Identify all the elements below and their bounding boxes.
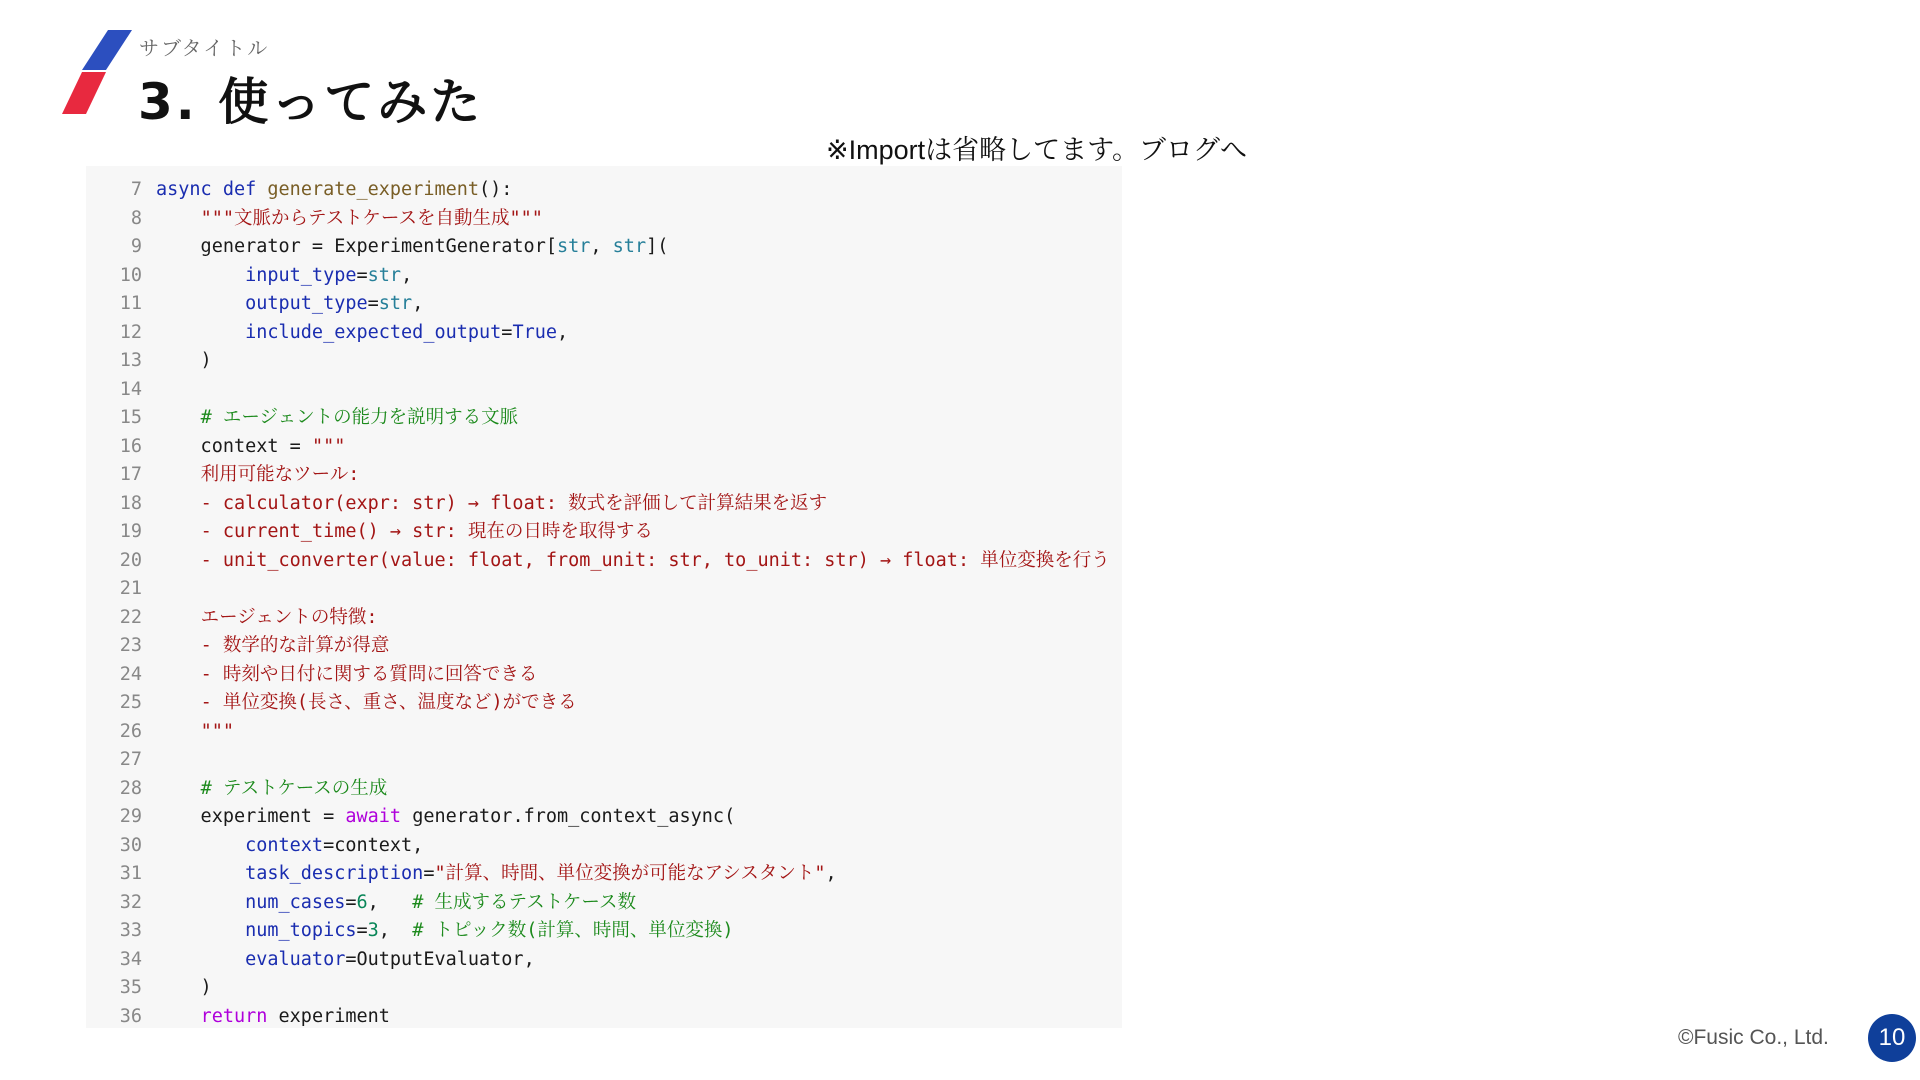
code-token — [156, 863, 245, 884]
code-token: context — [245, 834, 324, 856]
code-text — [156, 493, 827, 514]
code-token: , — [378, 920, 413, 941]
code-token — [156, 407, 201, 428]
line-number: 11 — [119, 293, 142, 314]
code-text — [156, 892, 636, 913]
line-number: 10 — [119, 264, 142, 286]
copyright: ©Fusic Co., Ltd. — [1678, 1026, 1829, 1049]
code-token — [156, 493, 201, 514]
line-number: 29 — [119, 806, 142, 827]
code-line — [86, 205, 543, 233]
line-number: 32 — [119, 891, 142, 913]
code-token: =OutputEvaluator, — [345, 948, 535, 970]
code-token: return — [200, 1005, 268, 1027]
line-number: 33 — [119, 920, 142, 941]
code-text — [156, 179, 512, 200]
code-text — [156, 806, 735, 827]
code-token: (): — [479, 179, 513, 200]
code-line — [86, 490, 827, 518]
page-number-badge: 10 — [1868, 1014, 1916, 1062]
code-line — [86, 689, 577, 717]
line-number: 7 — [130, 179, 142, 200]
line-number: 13 — [119, 350, 142, 371]
code-line — [86, 433, 345, 461]
code-line — [86, 262, 412, 290]
code-token — [156, 778, 201, 799]
code-token — [156, 664, 201, 685]
code-token: generate_experiment — [267, 179, 480, 200]
code-line — [86, 889, 636, 917]
line-number: 17 — [119, 464, 142, 485]
code-token: str — [612, 236, 647, 257]
line-number: 23 — [119, 635, 142, 656]
code-text — [156, 350, 212, 371]
code-token: # 生成するテストケース数 — [412, 891, 636, 913]
code-token: str — [378, 293, 413, 314]
code-token: = — [501, 321, 513, 343]
line-number: 36 — [119, 1005, 142, 1027]
line-number: 14 — [119, 378, 142, 400]
import-note: ※Importは省略してます。ブログへ — [826, 135, 1247, 165]
code-text — [156, 550, 1110, 571]
code-line — [86, 604, 377, 632]
code-token — [156, 521, 201, 542]
line-number: 25 — [119, 692, 142, 713]
code-token: ) — [156, 977, 212, 998]
code-line — [86, 746, 156, 774]
code-line — [86, 632, 389, 660]
code-line — [86, 347, 212, 375]
code-token: experiment — [267, 1005, 390, 1027]
code-text — [156, 721, 234, 742]
code-token: # テストケースの生成 — [200, 777, 388, 799]
code-token — [156, 692, 201, 713]
code-token: , — [367, 891, 413, 913]
code-token — [156, 607, 201, 628]
code-token: - current_time() → str: 現在の日時を取得する — [200, 521, 653, 542]
code-token: = — [356, 264, 368, 286]
code-text — [156, 521, 653, 542]
code-token: str — [367, 264, 402, 286]
code-line — [86, 860, 837, 888]
code-token: 利用可能なツール: — [200, 464, 360, 485]
code-text — [156, 664, 537, 685]
line-number: 28 — [119, 777, 142, 799]
code-text — [156, 407, 518, 428]
code-token: = — [345, 891, 357, 913]
code-token — [156, 464, 201, 485]
code-line — [86, 1003, 390, 1029]
code-token: num_cases — [245, 891, 346, 913]
code-token: - 数学的な計算が得意 — [200, 635, 390, 656]
code-token — [212, 179, 223, 200]
code-token: task_description — [245, 863, 424, 884]
code-line — [86, 661, 537, 689]
code-token — [156, 949, 245, 970]
line-number: 30 — [119, 834, 142, 856]
code-token — [156, 1006, 201, 1027]
code-line — [86, 233, 668, 261]
code-token: = — [423, 863, 435, 884]
code-token — [156, 550, 201, 571]
code-token: , — [557, 321, 569, 343]
code-text — [156, 977, 212, 998]
slide-subtitle: サブタイトル — [139, 36, 270, 60]
code-token: """ — [200, 720, 234, 742]
code-text — [156, 322, 568, 343]
code-token — [156, 892, 245, 913]
line-number: 8 — [130, 207, 142, 229]
code-token — [156, 322, 245, 343]
code-line — [86, 461, 359, 489]
code-line — [86, 974, 212, 1002]
code-token: - 単位変換(長さ、重さ、温度など)ができる — [200, 692, 577, 713]
code-token: """ — [311, 435, 346, 457]
code-text — [156, 265, 412, 286]
code-token: =context, — [323, 834, 424, 856]
code-token: - calculator(expr: str) → float: 数式を評価して計算結果を返す — [200, 492, 828, 514]
code-token — [156, 265, 245, 286]
code-text — [156, 607, 377, 628]
line-number: 12 — [119, 321, 142, 343]
slide-title: 3. 使ってみた — [138, 73, 484, 131]
line-number: 31 — [119, 863, 142, 884]
code-line — [86, 176, 512, 204]
line-number: 15 — [119, 407, 142, 428]
code-token: num_topics — [245, 920, 357, 941]
code-token: - 時刻や日付に関する質問に回答できる — [200, 663, 538, 685]
code-token — [156, 635, 201, 656]
code-line — [86, 803, 735, 831]
code-token: , — [825, 863, 837, 884]
code-text — [156, 778, 387, 799]
code-token: ) — [156, 350, 212, 371]
code-token: "計算、時間、単位変換が可能なアシスタント" — [434, 863, 826, 884]
code-token: generator.from_context_async( — [401, 806, 736, 827]
code-text — [156, 692, 577, 713]
line-number: 19 — [119, 521, 142, 542]
code-token: True — [512, 321, 557, 343]
line-number: 24 — [119, 663, 142, 685]
code-text — [156, 293, 423, 314]
code-token: async — [156, 179, 212, 200]
line-number: 20 — [119, 549, 142, 571]
code-token: # トピック数(計算、時間、単位変換) — [412, 920, 734, 941]
code-token: = — [356, 920, 368, 941]
code-text — [156, 949, 535, 970]
code-line — [86, 718, 234, 746]
code-line — [86, 319, 568, 347]
code-token: 3 — [367, 920, 379, 941]
code-token — [156, 721, 201, 742]
code-token — [156, 835, 245, 856]
code-token: , — [590, 236, 613, 257]
code-line — [86, 946, 535, 974]
code-line — [86, 917, 734, 945]
code-token: """文脈からテストケースを自動生成""" — [200, 207, 543, 229]
brand-slash-logo — [62, 30, 132, 114]
code-token: , — [412, 293, 424, 314]
code-token: ]( — [646, 236, 669, 257]
code-text — [156, 1006, 390, 1027]
code-text — [156, 920, 734, 941]
code-token — [256, 179, 267, 200]
code-line — [86, 832, 423, 860]
code-token: experiment = — [156, 806, 346, 827]
code-line — [86, 518, 653, 546]
code-block — [86, 166, 1122, 1028]
code-token: def — [222, 179, 257, 200]
code-text — [156, 835, 423, 856]
code-token: generator = ExperimentGenerator[ — [156, 236, 557, 257]
code-token: # エージェントの能力を説明する文脈 — [200, 407, 519, 428]
code-line — [86, 575, 156, 603]
code-token: include_expected_output — [245, 321, 502, 343]
code-token: evaluator — [245, 948, 346, 970]
code-token: str — [556, 236, 591, 257]
line-number: 35 — [119, 977, 142, 998]
code-text — [156, 464, 359, 485]
line-number: 22 — [119, 606, 142, 628]
code-line — [86, 376, 156, 404]
line-number: 16 — [119, 435, 142, 457]
code-text — [156, 863, 837, 884]
code-token: await — [345, 806, 402, 827]
code-line — [86, 404, 518, 432]
code-text — [156, 236, 668, 257]
line-number: 9 — [130, 236, 142, 257]
code-token: - unit_converter(value: float, from_unit: str, to_unit: str) → float: 単位変換を行う — [200, 549, 1110, 571]
code-token: output_type — [245, 293, 368, 314]
code-token: エージェントの特徴: — [200, 606, 378, 628]
code-token: = — [367, 293, 379, 314]
code-token — [156, 293, 245, 314]
code-line — [86, 775, 387, 803]
code-token: context = — [156, 435, 312, 457]
code-text — [156, 635, 389, 656]
code-token: input_type — [245, 264, 357, 286]
line-number: 21 — [119, 578, 142, 599]
line-number: 27 — [119, 749, 142, 770]
code-line — [86, 547, 1110, 575]
code-token — [156, 920, 245, 941]
line-number: 18 — [119, 492, 142, 514]
code-token: , — [401, 264, 413, 286]
code-text — [156, 208, 543, 229]
code-text — [156, 436, 345, 457]
line-number: 34 — [119, 948, 142, 970]
code-token — [156, 208, 201, 229]
code-line — [86, 290, 423, 318]
code-token: 6 — [356, 891, 368, 913]
line-number: 26 — [119, 720, 142, 742]
